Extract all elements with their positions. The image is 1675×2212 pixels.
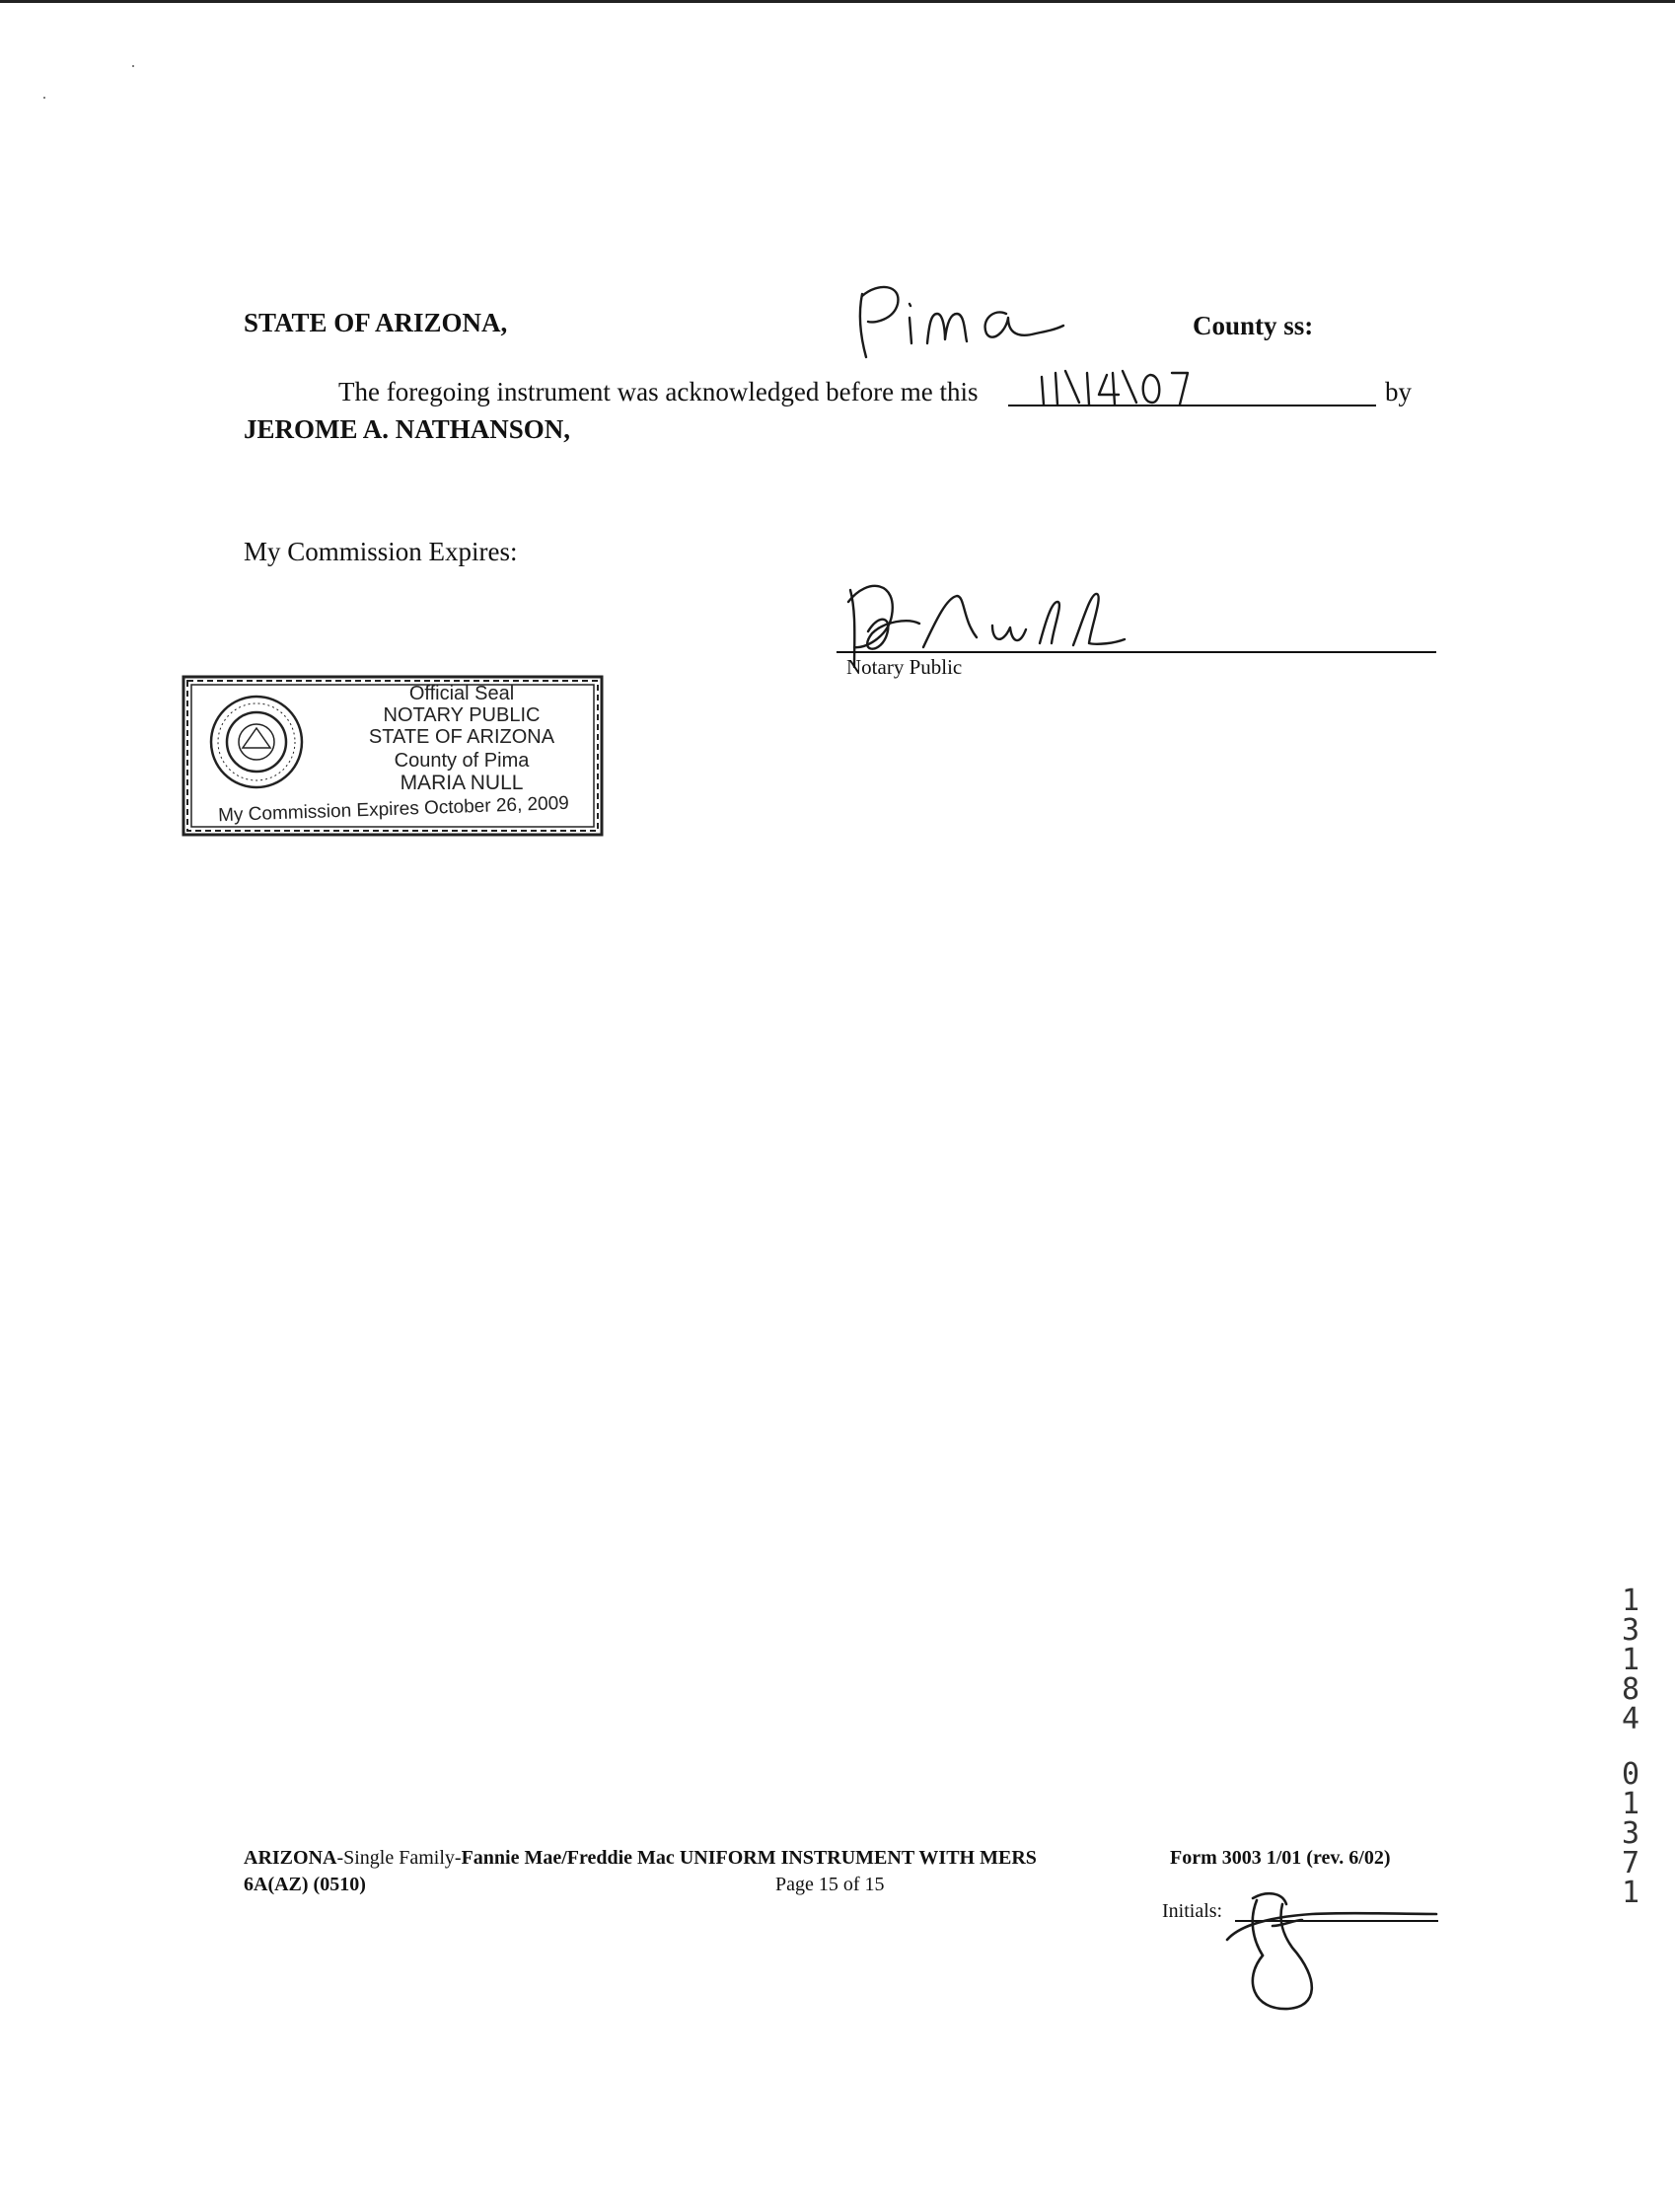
doc-digit: 4 (1621, 1702, 1640, 1736)
footer-family: -Single Family- (336, 1847, 462, 1869)
notary-public-label: Notary Public (846, 655, 963, 679)
doc-digit: 3 (1621, 1816, 1640, 1851)
form-number: Form 3003 1/01 (rev. 6/02) (1170, 1847, 1391, 1869)
notary-seal (178, 663, 610, 847)
footer-state: ARIZONA (244, 1847, 337, 1869)
commission-label: My Commission Expires: (244, 537, 518, 566)
acknowledgment-text: The foregoing instrument was acknowledged before me this (338, 377, 979, 406)
page-number: Page 15 of 15 (775, 1874, 885, 1895)
doc-digit: 8 (1621, 1672, 1640, 1707)
document-number-vertical (1618, 1586, 1643, 1908)
seal-state: STATE OF ARIZONA (368, 726, 555, 748)
seal-notary-public: NOTARY PUBLIC (383, 704, 541, 726)
doc-digit: 1 (1621, 1584, 1640, 1618)
scan-speck (132, 65, 134, 67)
initials-label: Initials: (1162, 1900, 1223, 1922)
signer-name: JEROME A. NATHANSON, (244, 414, 571, 444)
seal-county: County of Pima (394, 750, 530, 772)
signature-line (837, 651, 1436, 653)
date-handwriting (1036, 363, 1233, 412)
initials-handwriting (1223, 1831, 1450, 2019)
footer-instrument: Fannie Mae/Freddie Mac UNIFORM INSTRUMENT WITH MERS (461, 1847, 1037, 1869)
footer-form-code: 6A(AZ) (0510) (244, 1874, 366, 1895)
by-label: by (1385, 377, 1412, 406)
scan-speck (43, 97, 45, 99)
county-label: County ss: (1193, 311, 1314, 340)
seal-official: Official Seal (408, 683, 515, 704)
doc-digit: 1 (1621, 1643, 1640, 1677)
doc-digit: 1 (1621, 1876, 1640, 1910)
doc-digit: 7 (1621, 1846, 1640, 1880)
scan-edge-line (0, 0, 1675, 3)
seal-expiry: My Commission Expires October 26, 2009 (217, 792, 570, 827)
county-handwriting (848, 274, 1075, 363)
doc-digit: 0 (1621, 1757, 1640, 1792)
state-heading: STATE OF ARIZONA, (244, 308, 508, 337)
seal-notary-name: MARIA NULL (400, 772, 524, 794)
doc-digit: 1 (1621, 1787, 1640, 1821)
footer-form-title (244, 1847, 1037, 1870)
doc-digit: 3 (1621, 1613, 1640, 1648)
